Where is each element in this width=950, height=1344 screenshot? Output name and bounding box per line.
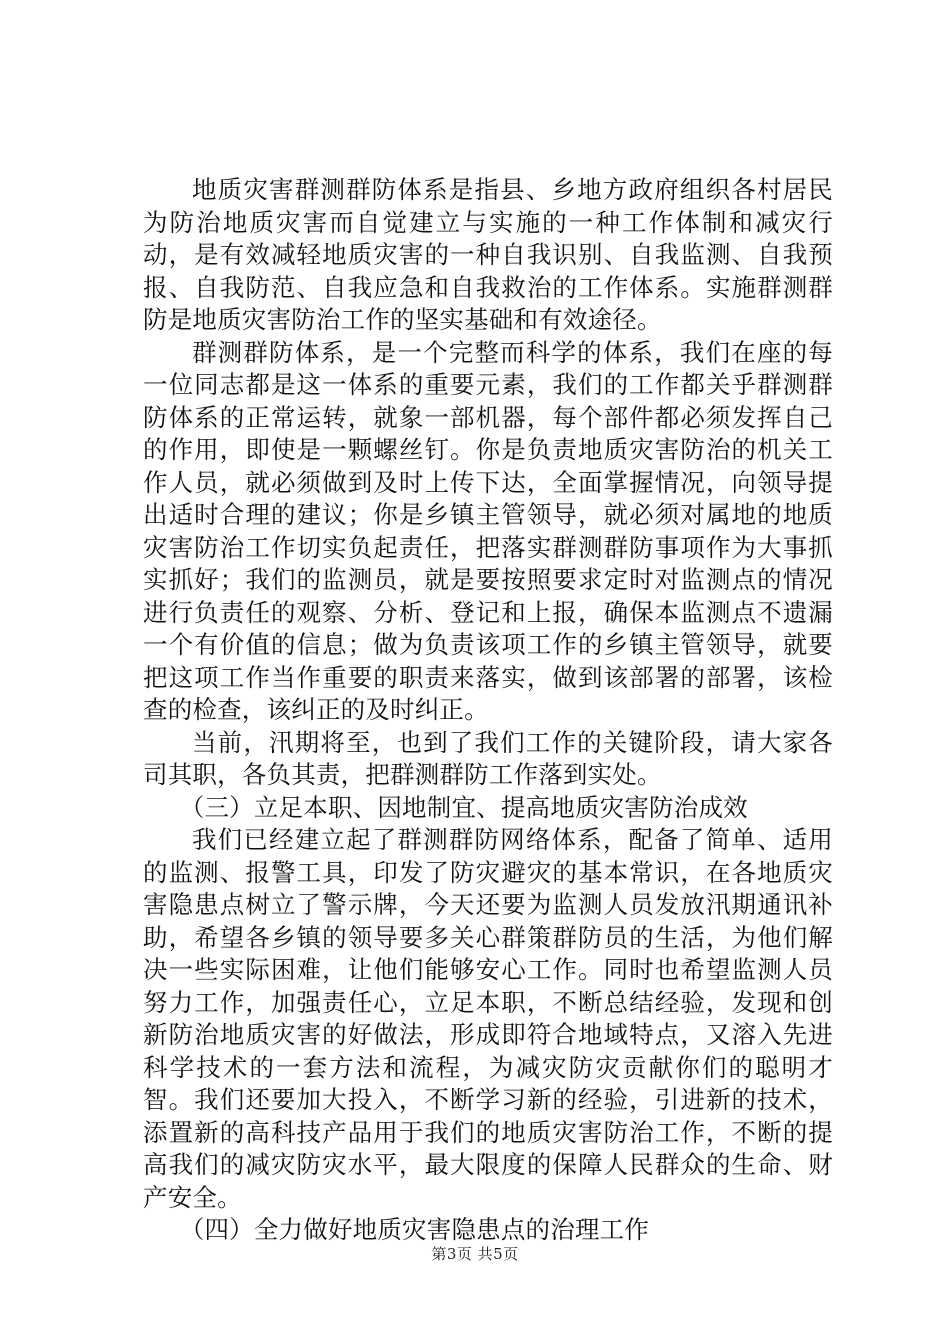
page-number-footer: 第3页 共5页: [431, 1245, 519, 1263]
document-body: [143, 174, 833, 1247]
section-heading-3: （三）立足本职、因地制宜、提高地质灾害防治成效: [179, 792, 748, 822]
section-heading-4: （四）全力做好地质灾害隐患点的治理工作: [179, 1215, 650, 1244]
paragraph-intro: 地质灾害群测群防体系是指县、乡地方政府组织各村居民为防治地质灾害而自觉建立与实施的一种工作体制和减灾行动，是有效减轻地质灾害的一种自我识别、自我监测、自我预报、自我防范、自我应急和自我救治的工作体系。实施群测群防是地质灾害防治工作的坚实基础和有效途径。: [143, 175, 833, 334]
paragraph-monitoring-network: 我们已经建立起了群测群防网络体系，配备了简单、适用的监测、报警工具，印发了防灾避灾的基本常识，在各地质灾害隐患点树立了警示牌，今天还要为监测人员发放汛期通讯补助，希望各乡镇的领导要多关心群策群防员的生活，为他们解决一些实际困难，让他们能够安心工作。同时也希望监测人员努力工作，加强责任心，立足本职，不断总结经验，发现和创新防治地质灾害的好做法，形成即符合地域特点，又溶入先进科学技术的一套方法和流程，为减灾防灾贡献你们的聪明才智。我们还要加大投入，不断学习新的经验，引进新的技术，添置新的高科技产品用于我们的地质灾害防治工作，不断的提高我们的减灾防灾水平，最大限度的保障人民群众的生命、财产安全。: [143, 825, 833, 1212]
paragraph-flood-season: 当前，汛期将至，也到了我们工作的关键阶段，请大家各司其职，各负其责，把群测群防工作落到实处。: [143, 727, 833, 789]
paragraph-system: 群测群防体系，是一个完整而科学的体系，我们在座的每一位同志都是这一体系的重要元素，我们的工作都关乎群测群防体系的正常运转，就象一部机器，每个部件都必须发挥自己的作用，即使是一颗螺丝钉。你是负责地质灾害防治的机关工作人员，就必须做到及时上传下达，全面掌握情况，向领导提出适时合理的建议；你是乡镇主管领导，就必须对属地的地质灾害防治工作切实负起责任，把落实群测群防事项作为大事抓实抓好；我们的监测员，就是要按照要求定时对监测点的情况进行负责任的观察、分析、登记和上报，确保本监测点不遗漏一个有价值的信息；做为负责该项工作的乡镇主管领导，就要把这项工作当作重要的职责来落实，做到该部署的部署，该检查的检查，该纠正的及时纠正。: [143, 337, 833, 724]
